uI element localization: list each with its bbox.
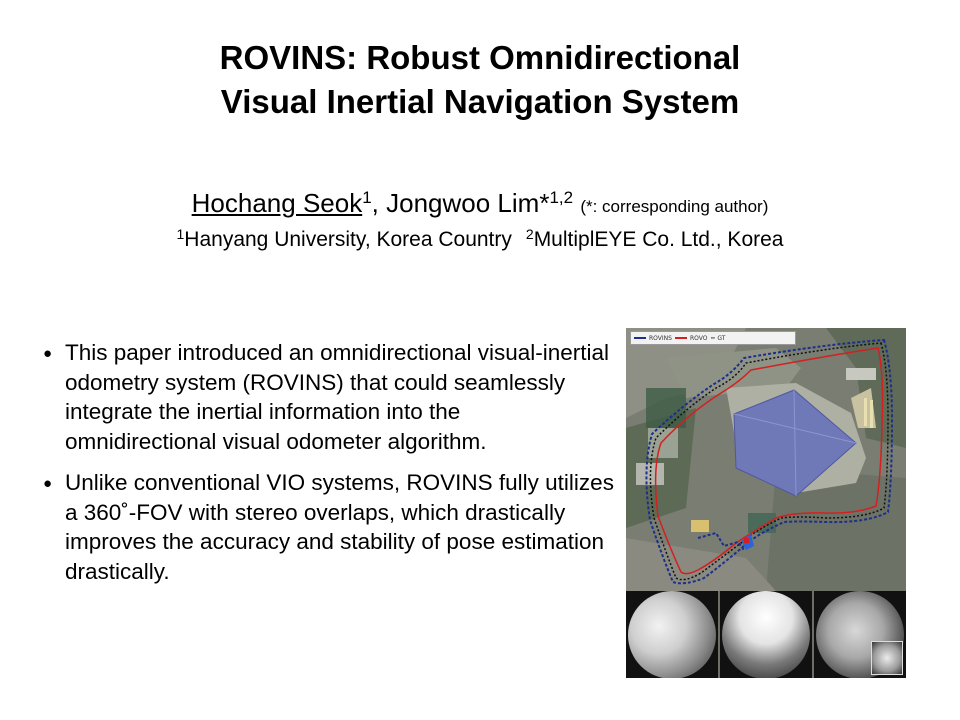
bullet-list	[40, 338, 616, 598]
figure-legend	[630, 331, 796, 345]
bullet-text: This paper introduced an omnidirectional visual-inertial odometry system (ROVINS) that could seamlessly integrate the inertial information into the omnidirectional visual odometer algorithm.	[65, 340, 610, 454]
legend-label-gt: GT	[717, 334, 726, 342]
fisheye-image-2	[720, 591, 812, 678]
legend-label-rovo: ROVO	[689, 334, 708, 342]
corresponding-note: (*: corresponding author)	[580, 197, 769, 216]
fisheye-image-3	[814, 591, 906, 678]
affiliation-2-sup: 2	[525, 226, 534, 242]
affiliation-2: MultiplEYE Co. Ltd., Korea	[533, 228, 784, 251]
author-1-affil: 1	[362, 188, 372, 207]
paper-title	[0, 36, 960, 124]
bullet-item	[40, 468, 616, 586]
author-line	[0, 186, 960, 224]
legend-swatch-rovins	[634, 337, 646, 339]
trajectory-figure	[626, 328, 906, 678]
affiliation-line	[0, 226, 960, 254]
bullet-marker: ●	[43, 475, 53, 492]
fisheye-inset	[871, 641, 903, 675]
affiliation-1: Hanyang University, Korea Country	[184, 228, 512, 251]
author-separator: ,	[371, 188, 387, 218]
author-2: Jongwoo Lim*	[386, 188, 550, 218]
bullet-text: Unlike conventional VIO systems, ROVINS fully utilizes a 360˚-FOV with stereo overlaps, which drastically improves the accuracy and stability of pose estimation drastically.	[65, 470, 614, 584]
bullet-item	[40, 338, 616, 456]
affiliation-1-sup: 1	[176, 226, 185, 242]
author-1: Hochang Seok	[191, 188, 363, 218]
legend-swatch-gt: ···	[710, 334, 715, 342]
title-line-2: Visual Inertial Navigation System	[220, 83, 740, 120]
fisheye-image-1	[626, 591, 718, 678]
bullet-marker: ●	[43, 345, 53, 362]
aerial-map	[626, 328, 906, 591]
author-2-affil: 1,2	[549, 188, 574, 207]
title-line-1: ROVINS: Robust Omnidirectional	[219, 39, 741, 76]
legend-label-rovins: ROVINS	[649, 334, 672, 342]
legend-swatch-rovo	[675, 337, 687, 339]
